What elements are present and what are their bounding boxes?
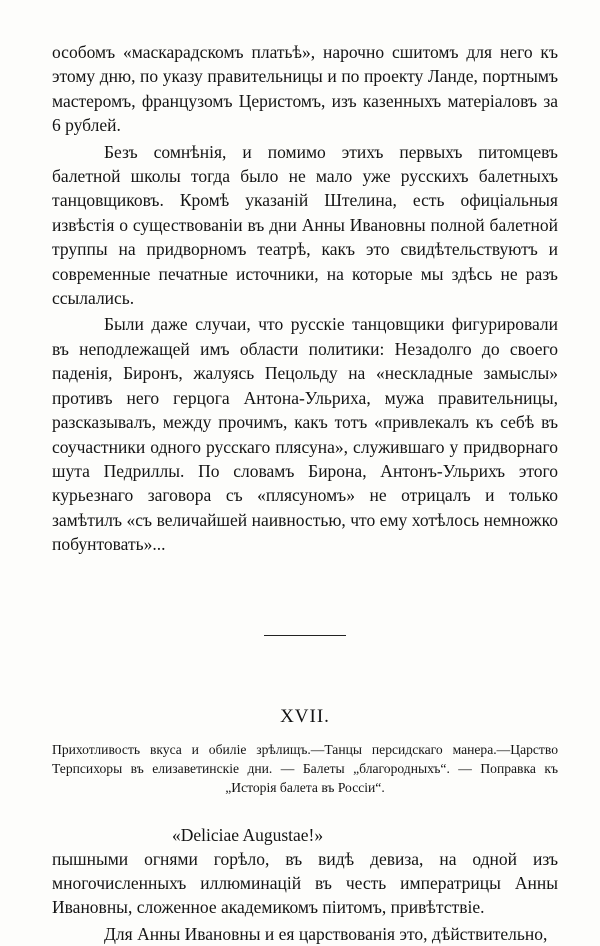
paragraph-illumination: пышными огнями горѣло, въ видѣ девиза, на одной изъ многочисленныхъ иллюминацій въ честь императрицы Анны Ивановны, сложенное академикомъ піитомъ, привѣтствіе. <box>52 848 558 918</box>
paragraph-continuation: особомъ «маскарадскомъ платьѣ», нарочно сшитомъ для него къ этому дню, по указу правительницы и по проекту Ланде, портнымъ мастеромъ, французомъ Церистомъ, изъ казенныхъ матеріаловъ за 6 рублей. <box>52 42 558 136</box>
epigraph: «Deliciae Augustae!» <box>172 824 324 845</box>
chapter-number: XVII. <box>280 705 330 727</box>
chapter-summary: Прихотливость вкуса и обиліе зрѣлищъ.—Танцы персидскаго манера.—Царство Терпсихоры въ елизаветинскіе дни. — Балеты „благородныхъ“. — Поправка къ „Исторія балета въ Россіи“. <box>52 741 558 795</box>
paragraph-anna-reign: Для Анны Ивановны и ея царствованія это, дѣйствительно, <box>104 923 548 944</box>
chapter-header <box>52 706 558 797</box>
section-divider <box>264 635 346 636</box>
paragraph-ballet-school: Безъ сомнѣнія, и помимо этихъ первыхъ питомцевъ балетной школы тогда было не мало уже русскихъ балетныхъ танцовщиковъ. Кромѣ указаній Штелина, есть офиціальныя извѣстія о существованіи въ дни Анны Ивановны полной балетной труппы на придворномъ театрѣ, какъ это свидѣтельствуютъ и современные печатные источники, на которые мы здѣсь не разъ ссылались. <box>52 141 558 309</box>
text-block-top <box>52 40 558 557</box>
paragraph-politics: Были даже случаи, что русскіе танцовщики фигурировали въ неподлежащей имъ области политики: Незадолго до своего паденія, Биронъ, жалуясь Пецольду на «нескладные замыслы» противъ него герцога Антона-Ульриха, мужа правительницы, разсказывалъ, между прочимъ, какъ тотъ «привлекалъ къ себѣ въ соучастники одного русскаго плясуна», служившаго у придворнаго шута Педриллы. По словамъ Бирона, Антонъ-Ульрихъ этого курьезнаго заговора съ «плясуномъ» не отрицалъ и только замѣтилъ «съ величайшей наивностью, что ему хотѣлось немножко побунтовать»... <box>52 314 558 555</box>
text-block-bottom <box>52 847 558 946</box>
